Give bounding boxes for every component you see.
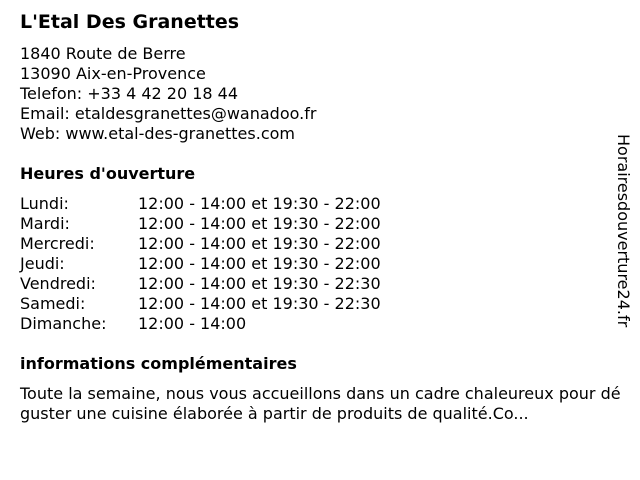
time-value: 12:00 - 14:00 [138,314,247,333]
hours-row-wednesday [20,234,381,254]
time-value: 12:00 - 14:00 et 19:30 - 22:00 [138,194,381,213]
day-label: Lundi: [20,194,69,213]
day-label: Mercredi: [20,234,95,253]
hours-row-saturday [20,294,381,314]
business-name: L'Etal Des Granettes [20,11,240,33]
day-label: Vendredi: [20,274,96,293]
hours-heading: Heures d'ouverture [20,164,196,183]
hours-row-friday [20,274,381,294]
hours-row-monday [20,194,381,214]
hours-row-thursday [20,254,381,274]
hours-row-sunday [20,314,381,334]
watermark-container [612,134,634,344]
time-value: 12:00 - 14:00 et 19:30 - 22:00 [138,234,381,253]
day-label: Samedi: [20,294,86,313]
time-value: 12:00 - 14:00 et 19:30 - 22:30 [138,294,381,313]
day-label: Jeudi: [20,254,65,273]
hours-row-tuesday [20,214,381,234]
day-label: Dimanche: [20,314,107,333]
website: Web: www.etal-des-granettes.com [20,124,295,143]
time-value: 12:00 - 14:00 et 19:30 - 22:30 [138,274,381,293]
hours-table [20,194,381,334]
city-address: 13090 Aix-en-Provence [20,64,206,83]
email-address: Email: etaldesgranettes@wanadoo.fr [20,104,317,123]
street-address: 1840 Route de Berre [20,44,186,63]
time-value: 12:00 - 14:00 et 19:30 - 22:00 [138,214,381,233]
watermark-text: Horairesdouverture24.fr [614,134,633,328]
time-value: 12:00 - 14:00 et 19:30 - 22:00 [138,254,381,273]
info-description: Toute la semaine, nous vous accueillons dans un cadre chaleureux pour déguster une cuisine élaborée à partir de produits de qualité.Co... [20,384,621,423]
contact-block [20,44,316,144]
info-heading: informations complémentaires [20,354,297,373]
day-label: Mardi: [20,214,70,233]
phone-number: Telefon: +33 4 42 20 18 44 [20,84,239,103]
